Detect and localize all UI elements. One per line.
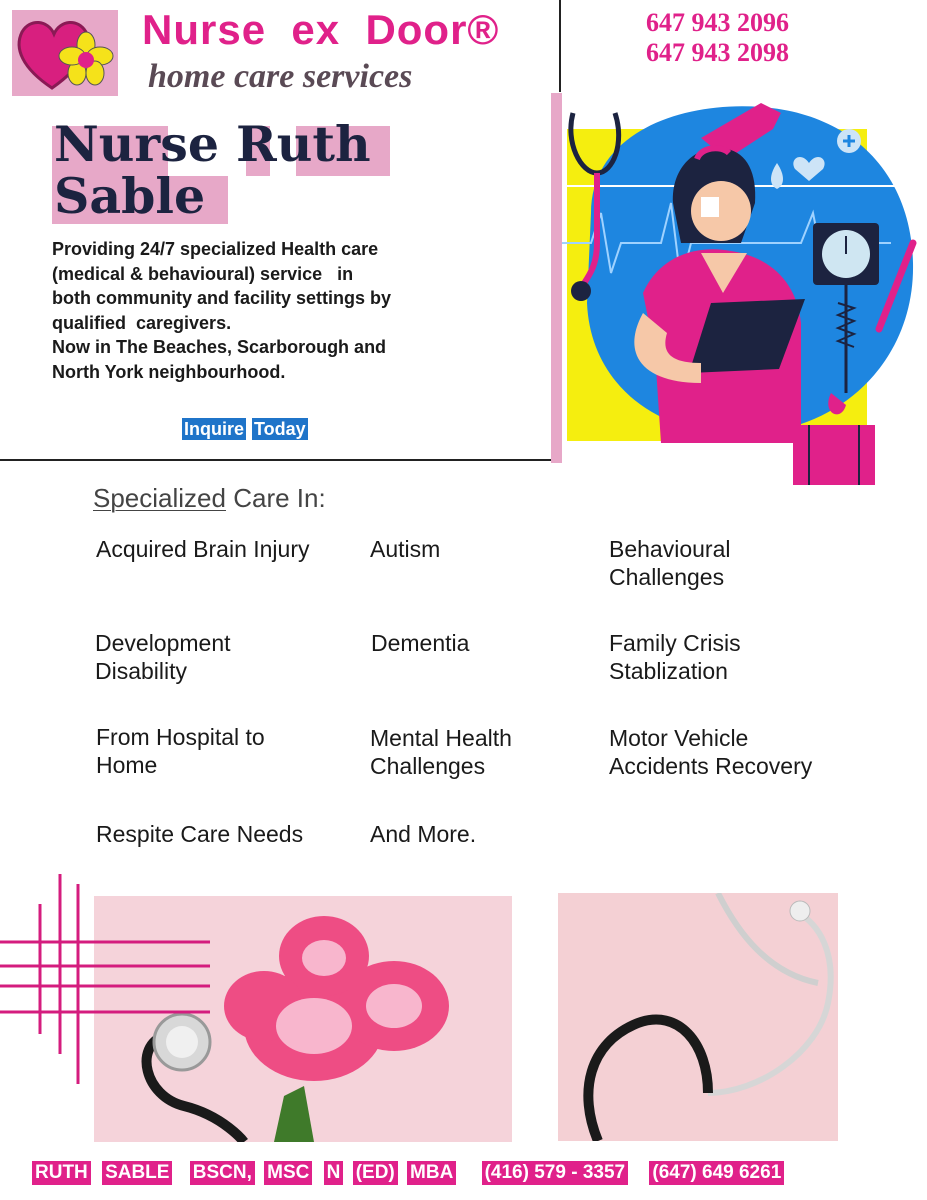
care-item: Respite Care Needs [96, 821, 304, 847]
cta-word[interactable]: Today [254, 419, 306, 439]
phone-number-2[interactable]: 647 943 2098 [646, 38, 789, 67]
decorative-grid [0, 874, 210, 1084]
footer-token: N [324, 1161, 344, 1185]
intro-line: (medical & behavioural) service in [52, 263, 354, 284]
heading-underlined: Specialized [93, 483, 226, 513]
care-item: Dementia [371, 630, 470, 656]
footer-phone[interactable]: (647) 649 6261 [649, 1161, 784, 1185]
footer-credentials [32, 1161, 784, 1185]
stethoscope-photo [558, 893, 838, 1141]
intro-line: North York neighbourhood. [52, 361, 286, 382]
header-phones [646, 8, 789, 68]
care-item: Motor Vehicle Accidents Recovery [609, 725, 813, 779]
intro-line: Providing 24/7 specialized Health care [52, 239, 379, 259]
nurse-name-line2: Sable [54, 167, 206, 225]
footer-token: MBA [407, 1161, 456, 1185]
care-item: Development Disability [95, 630, 231, 684]
crosshatch-icon [0, 874, 210, 1084]
specialized-care-heading [93, 483, 326, 514]
nurse-with-clipboard-icon [551, 93, 924, 485]
heading-rest: Care In: [225, 483, 326, 513]
care-item: Acquired Brain Injury [96, 536, 310, 562]
care-item: Family Crisis Stablization [609, 630, 741, 684]
footer-token: BSCN, [190, 1161, 255, 1185]
footer-token: SABLE [102, 1161, 172, 1185]
cta-word[interactable]: Inquire [184, 419, 245, 439]
intro-line: qualified caregivers. [52, 312, 232, 333]
intro-line: both community and facility settings by [52, 288, 392, 309]
footer-phone[interactable]: (416) 579 - 3357 [482, 1161, 629, 1185]
care-item: Behavioural Challenges [609, 536, 731, 590]
accent-bar [551, 93, 562, 463]
care-item: Autism [370, 536, 441, 562]
intro-line: Now in The Beaches, Scarborough and [52, 337, 387, 358]
footer-token: RUTH [32, 1161, 91, 1185]
brand-name: Nurse ex Door® [142, 6, 500, 53]
stethoscope-icon [558, 893, 838, 1141]
brand-tagline: home care services [148, 58, 413, 95]
divider-vertical [559, 0, 561, 92]
care-item: Mental Health Challenges [370, 725, 512, 779]
divider-horizontal [0, 459, 552, 461]
footer-token: (ED) [353, 1161, 398, 1185]
nurse-name [54, 115, 454, 225]
care-item: From Hospital to Home [96, 724, 265, 778]
logo [12, 10, 118, 96]
phone-number-1[interactable]: 647 943 2096 [646, 8, 789, 37]
care-item: And More. [370, 821, 477, 847]
heart-flower-logo-icon [12, 10, 118, 96]
intro-text [52, 237, 522, 385]
footer-token: MSC [264, 1161, 312, 1185]
nurse-illustration [551, 93, 924, 485]
inquire-today-button[interactable] [182, 419, 314, 440]
nurse-name-line1: Nurse Ruth [54, 115, 371, 173]
